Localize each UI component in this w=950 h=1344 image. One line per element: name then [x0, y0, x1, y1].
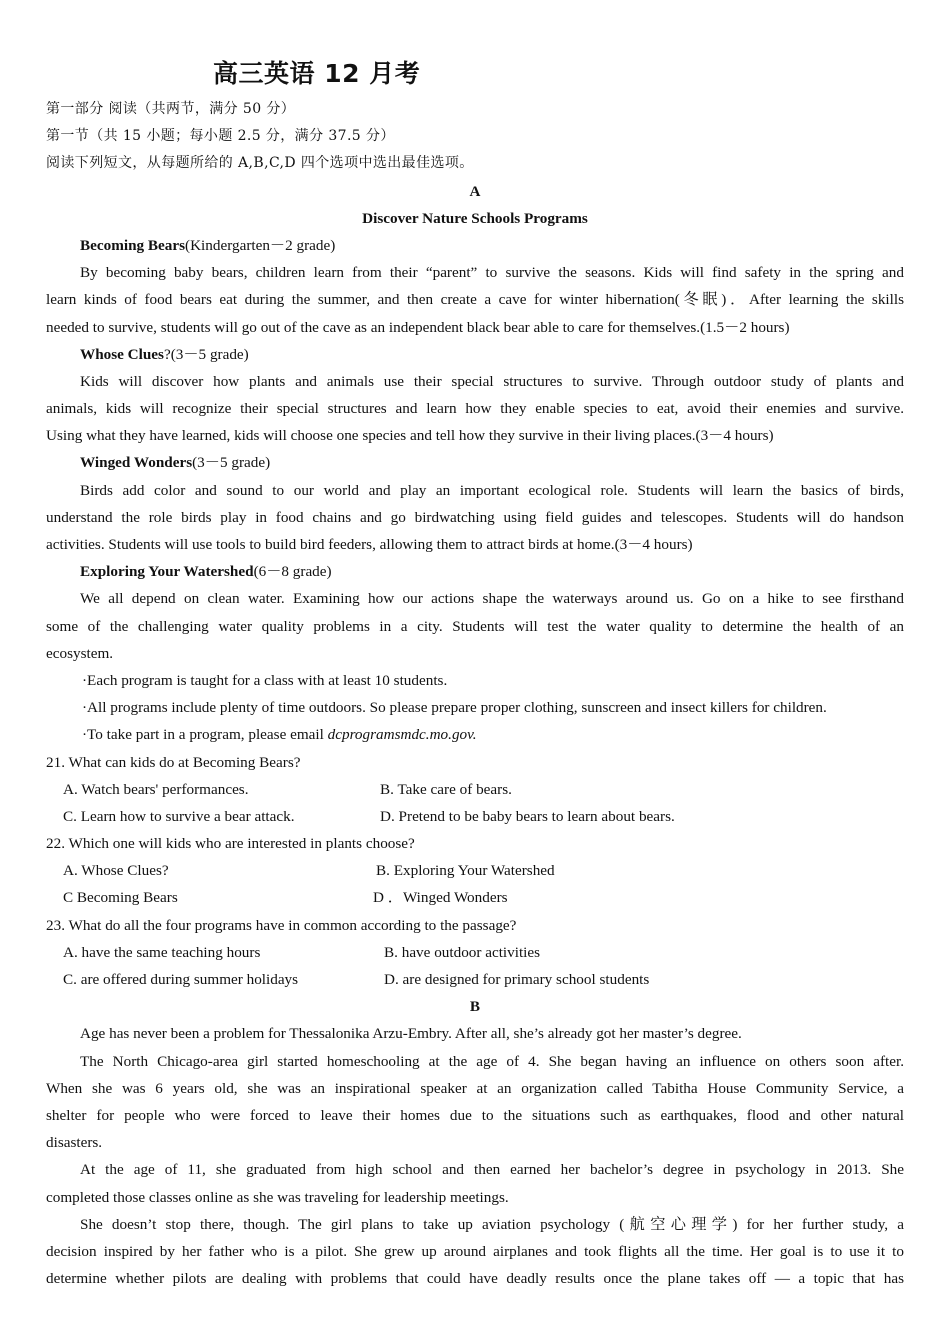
program-name: Winged Wonders	[80, 454, 193, 472]
program-name: Exploring Your Watershed	[80, 563, 254, 581]
program-text-line: some of the challenging water quality problems in a city. Students will test the water quality to determine the health of an	[46, 617, 904, 635]
passage-text-line: shelter for people who were forced to leave their homes due to the situations such as earthquakes, flood and other natural	[46, 1106, 904, 1124]
program-note: ·All programs include plenty of time outdoors. So please prepare proper clothing, sunscreen and insect killers for children.	[82, 699, 827, 717]
program-text-line: Birds add color and sound to our world and play an important ecological role. Students will learn the basics of birds,	[80, 481, 904, 499]
program-note: ·Each program is taught for a class with at least 10 students.	[82, 671, 448, 689]
option-row	[46, 966, 904, 993]
option-a: A. have the same teaching hours	[63, 943, 261, 961]
program-heading	[46, 232, 904, 259]
option-b: B. have outdoor activities	[384, 943, 541, 961]
passage-a-label: A	[469, 182, 481, 200]
program-text-line: needed to survive, students will go out of the cave as an independent black bear able to care for themselves.(1.5－2 hours)	[46, 318, 790, 336]
program-text-line: understand the role birds play in food chains and go birdwatching using field guides and telescopes. Students will do handson	[46, 508, 904, 526]
option-b: B. Take care of bears.	[380, 780, 512, 798]
program-text-line: Kids will discover how plants and animals use their special structures to survive. Through outdoor study of plants and	[80, 372, 904, 390]
program-text-line: animals, kids will recognize their special structures and learn how they enable species to eat, avoid their enemies and survive.	[46, 400, 904, 418]
option-row	[46, 939, 904, 966]
option-d: D. Pretend to be baby bears to learn about bears.	[380, 807, 675, 825]
passage-text-line: When she was 6 years old, she was an inspirational speaker at an organization called Tabitha House Community Service, a	[46, 1079, 904, 1097]
question-stem: 21. What can kids do at Becoming Bears?	[46, 753, 301, 771]
option-row	[46, 803, 904, 830]
program-grade: (6－8 grade)	[253, 563, 332, 581]
option-c: C. Learn how to survive a bear attack.	[63, 807, 295, 825]
option-d: D ．Winged Wonders	[373, 889, 508, 907]
passage-text-line: Age has never been a problem for Thessalonika Arzu-Embry. After all, she’s already got her master’s degree.	[80, 1025, 742, 1043]
program-text-line: ecosystem.	[46, 644, 114, 662]
program-name: Whose Clues	[80, 345, 164, 363]
option-row	[46, 884, 904, 911]
option-c: C. are offered during summer holidays	[63, 971, 299, 988]
question-stem: 23. What do all the four programs have in common according to the passage?	[46, 916, 517, 934]
part-heading: 第一部分 阅读（共两节，满分 50 分）	[46, 101, 296, 117]
option-row	[46, 776, 904, 803]
passage-text-line: decision inspired by her father who is a pilot. She grew up around airplanes and took flights all the time. Her goal is to use it to	[46, 1242, 904, 1260]
section-heading: 第一节（共 15 小题；每小题 2.5 分，满分 37.5 分）	[46, 128, 395, 145]
passage-b-label: B	[469, 998, 481, 1016]
email-note-text: ·To take part in a program, please email	[82, 726, 328, 744]
program-grade: ?(3－5 grade)	[163, 345, 249, 363]
passage-text-line: completed those classes online as she was traveling for leadership meetings.	[46, 1188, 509, 1206]
program-heading	[46, 558, 904, 585]
passage-text-line: The North Chicago-area girl started homeschooling at the age of 4. She began having an influence on others soon after.	[80, 1052, 904, 1070]
passage-text-line: She doesn’t stop there, though. The girl plans to take up aviation psychology (航空心理学) for her further study, a	[80, 1215, 904, 1233]
passage-text-line: determine whether pilots are dealing with problems that could have deadly results once the plane takes off — a topic that has	[46, 1270, 904, 1288]
program-heading	[46, 341, 904, 368]
program-heading	[46, 449, 904, 476]
program-grade: (Kindergarten－2 grade)	[185, 236, 336, 254]
passage-a-heading: Discover Nature Schools Programs	[362, 209, 588, 227]
option-row	[46, 857, 904, 884]
program-name: Becoming Bears	[80, 236, 186, 254]
question-stem: 22. Which one will kids who are interested in plants choose?	[46, 835, 415, 853]
option-a: A. Whose Clues?	[63, 862, 169, 880]
program-grade: (3－5 grade)	[192, 454, 271, 472]
program-text-line: learn kinds of food bears eat during the summer, and then create a cave for winter hibernation(冬眠)．After learning the skills	[46, 291, 904, 309]
program-text-line: Using what they have learned, kids will choose one species and tell how they survive in their living places.(3－4 hours)	[46, 427, 774, 445]
passage-text-line: disasters.	[46, 1134, 103, 1152]
option-d: D. are designed for primary school students	[384, 971, 650, 988]
exam-body	[46, 96, 904, 1292]
program-note	[46, 721, 904, 748]
page-title: 高三英语 12 月考	[213, 59, 421, 88]
instruction-text: 阅读下列短文，从每题所给的 A,B,C,D 四个选项中选出最佳选项。	[46, 155, 474, 172]
program-text-line: activities. Students will use tools to build bird feeders, allowing them to attract birds at home.(3－4 hours)	[46, 536, 693, 553]
program-text-line: We all depend on clean water. Examining how our actions shape the waterways around us. Go on a hike to see firsthand	[80, 590, 904, 608]
option-b: B. Exploring Your Watershed	[376, 862, 555, 880]
option-c: C Becoming Bears	[63, 889, 178, 907]
passage-text-line: At the age of 11, she graduated from high school and then earned her bachelor’s degree in psychology in 2013. She	[80, 1161, 904, 1179]
option-a: A. Watch bears' performances.	[63, 780, 249, 798]
program-text-line: By becoming baby bears, children learn from their “parent” to survive the seasons. Kids will find safety in the spring and	[80, 264, 904, 282]
email-address: dcprogramsmdc.mo.gov.	[327, 726, 477, 744]
